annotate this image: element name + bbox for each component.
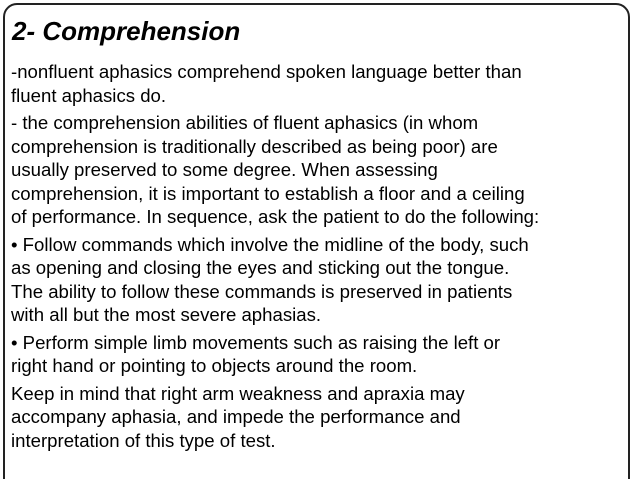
text-line: • Follow commands which involve the midline of the body, such [11,233,529,255]
text-line: of performance. In sequence, ask the patient to do the following: [11,206,540,227]
slide-title: 2- Comprehension [12,16,241,46]
text-line: comprehension is traditionally described as being poor) are [11,135,498,157]
text-line: Keep in mind that right arm weakness and apraxia may [11,382,465,404]
text-line: right hand or pointing to objects around the room. [11,355,418,376]
text-line: as opening and closing the eyes and sticking out the tongue. [11,257,510,278]
text-line: • Perform simple limb movements such as raising the left or [11,331,501,353]
bullet-midline-commands [11,233,623,327]
text-line: interpretation of this type of test. [11,429,276,451]
text-line: -nonfluent aphasics comprehend spoken language better than [11,61,522,82]
paragraph-nonfluent [11,60,623,107]
paragraph-fluent-comprehension [11,111,623,229]
bullet-limb-movements [11,331,623,378]
text-line: The ability to follow these commands is preserved in patients [11,280,513,302]
paragraph-keep-in-mind [11,382,623,453]
text-line: accompany aphasia, and impede the performance and [11,406,461,427]
text-line: comprehension, it is important to establish a floor and a ceiling [11,182,525,204]
text-line: usually preserved to some degree. When assessing [11,159,438,180]
text-line: with all but the most severe aphasias. [11,304,322,325]
text-line: - the comprehension abilities of fluent aphasics (in whom [11,112,479,133]
slide-body [11,60,623,456]
text-line: fluent aphasics do. [11,84,167,106]
